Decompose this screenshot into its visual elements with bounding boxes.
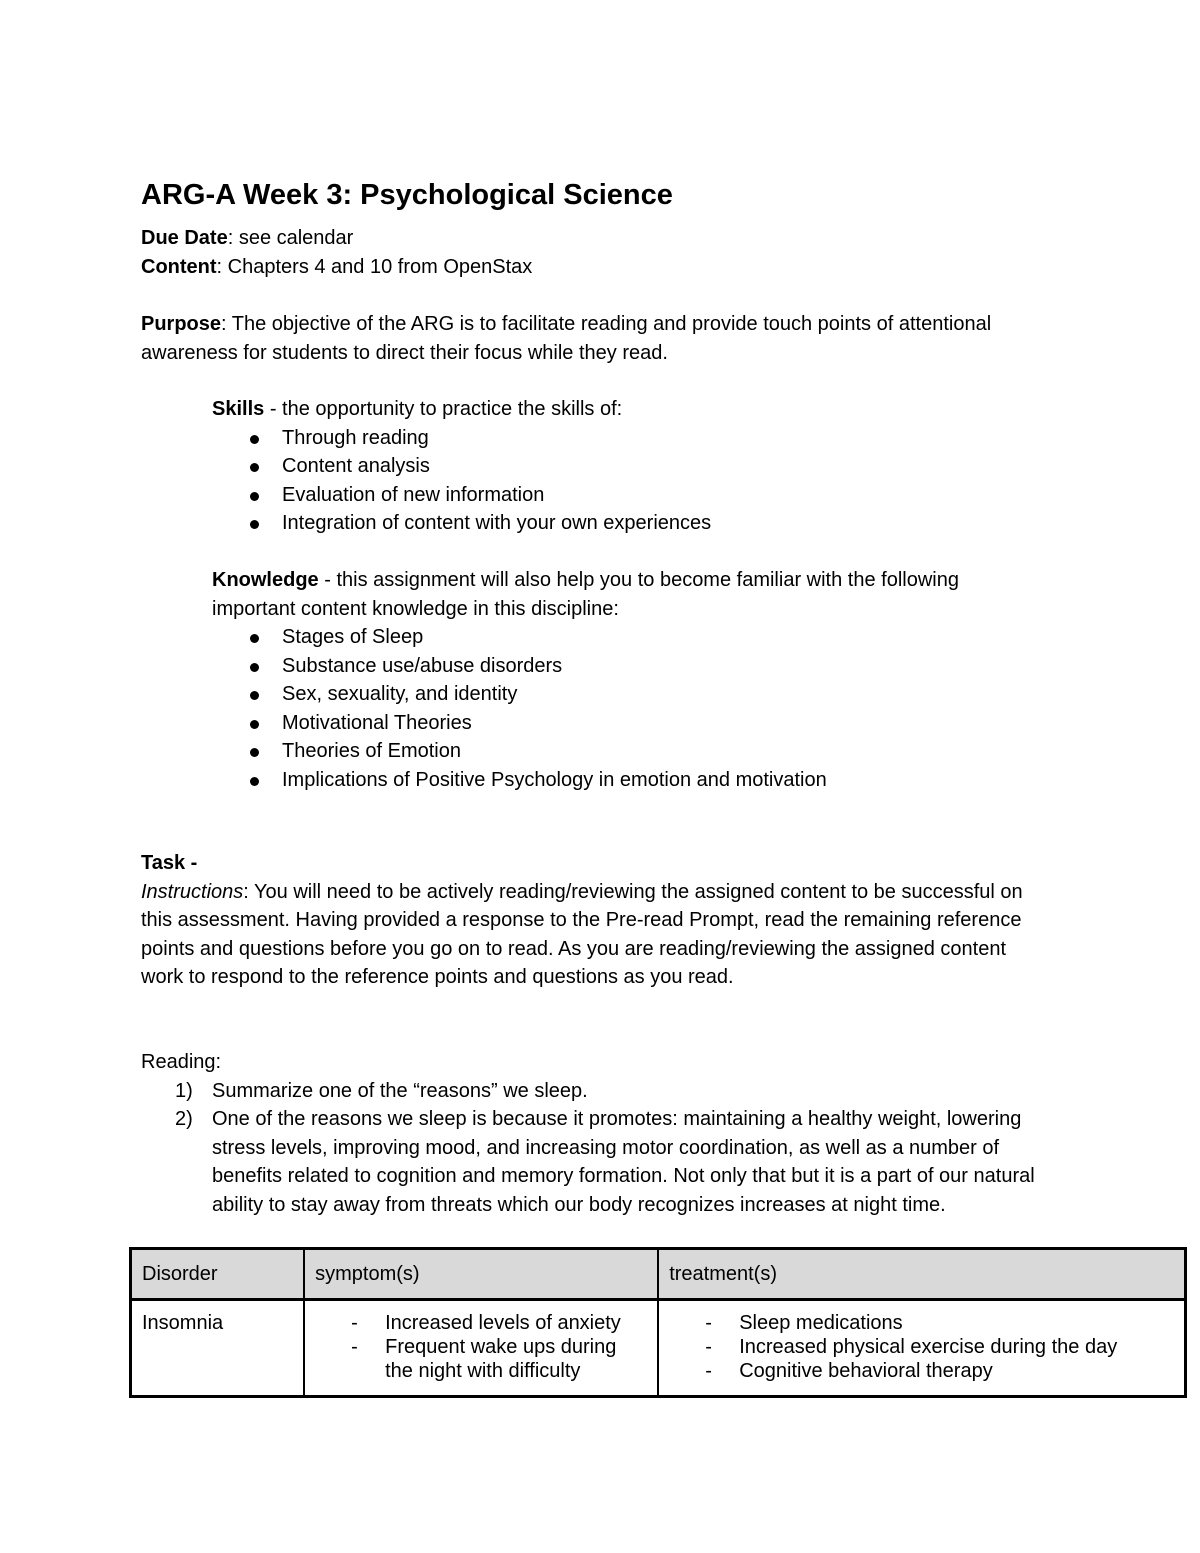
list-item-text: Theories of Emotion bbox=[282, 740, 461, 762]
list-item bbox=[669, 1359, 1174, 1383]
reading-section bbox=[141, 1048, 1061, 1219]
list-item bbox=[212, 680, 1032, 709]
list-item-text: Evaluation of new information bbox=[282, 483, 545, 506]
task-section bbox=[141, 849, 1041, 992]
list-item-text: Content analysis bbox=[282, 455, 430, 477]
list-item-text: Stages of Sleep bbox=[282, 626, 424, 648]
bullet-icon bbox=[250, 720, 259, 729]
bullet-icon bbox=[250, 520, 259, 529]
list-item-text: Cognitive behavioral therapy bbox=[739, 1360, 993, 1382]
document-title: ARG-A Week 3: Psychological Science bbox=[141, 179, 673, 211]
list-item-text: Summarize one of the “reasons” we sleep. bbox=[212, 1079, 588, 1102]
bullet-icon bbox=[250, 435, 259, 444]
list-item-text: Implications of Positive Psychology in emotion and motivation bbox=[282, 768, 827, 791]
knowledge-intro-text: - this assignment will also help you to become familiar with the following important content knowledge in this discipline: bbox=[212, 569, 959, 620]
knowledge-label: Knowledge bbox=[212, 569, 319, 591]
table-header-row bbox=[131, 1249, 1186, 1300]
list-number: 2) bbox=[175, 1108, 193, 1130]
list-item-text: One of the reasons we sleep is because it promotes: maintaining a healthy weight, lowering stress levels, improving mood, and increasing motor coordination, as well as a number of benefits related to cognition and memory formation. Not only that but it is a part of our natural ability to stay away from threats which our body recognizes increases at night time. bbox=[212, 1108, 1035, 1216]
knowledge-intro bbox=[212, 566, 1032, 623]
reading-list bbox=[141, 1077, 1061, 1220]
list-item bbox=[141, 1105, 1061, 1219]
list-item-text: Increased physical exercise during the day bbox=[739, 1336, 1118, 1358]
table-header-cell: symptom(s) bbox=[304, 1249, 658, 1300]
table-header-cell: treatment(s) bbox=[658, 1249, 1185, 1300]
symptoms-cell bbox=[304, 1300, 658, 1397]
meta-block bbox=[141, 224, 1071, 281]
list-item bbox=[212, 737, 1032, 766]
list-item-text: Integration of content with your own experiences bbox=[282, 512, 712, 534]
purpose-label: Purpose bbox=[141, 313, 222, 335]
treatments-cell bbox=[658, 1300, 1185, 1397]
list-item bbox=[315, 1335, 647, 1383]
reading-label: Reading: bbox=[141, 1051, 222, 1073]
list-item-text: Increased levels of anxiety bbox=[385, 1312, 621, 1334]
disorder-table bbox=[129, 1247, 1187, 1398]
list-item bbox=[212, 623, 1032, 652]
skills-label: Skills bbox=[212, 398, 265, 420]
dash-icon: - bbox=[351, 1312, 358, 1334]
content-line bbox=[141, 253, 1071, 282]
list-item-text: Through reading bbox=[282, 426, 429, 449]
table-header-cell: Disorder bbox=[131, 1249, 305, 1300]
bullet-icon bbox=[250, 663, 259, 672]
purpose-block bbox=[141, 310, 1076, 367]
dash-icon: - bbox=[705, 1360, 712, 1382]
task-label: Task - bbox=[141, 852, 198, 874]
list-item bbox=[212, 424, 1092, 453]
task-heading bbox=[141, 849, 1041, 878]
symptoms-list bbox=[315, 1311, 647, 1383]
dash-icon: - bbox=[705, 1312, 712, 1334]
list-item-text: Substance use/abuse disorders bbox=[282, 654, 563, 677]
skills-list bbox=[212, 424, 1092, 538]
list-item-text: Frequent wake ups during the night with difficulty bbox=[385, 1336, 617, 1382]
list-item bbox=[212, 481, 1092, 510]
bullet-icon bbox=[250, 634, 259, 643]
bullet-icon bbox=[250, 777, 259, 786]
dash-icon: - bbox=[351, 1336, 358, 1358]
skills-section bbox=[212, 395, 1092, 538]
table-row bbox=[131, 1300, 1186, 1397]
list-item-text: Motivational Theories bbox=[282, 711, 472, 734]
due-date-label: Due Date bbox=[141, 227, 228, 249]
list-item bbox=[315, 1311, 647, 1335]
purpose-paragraph bbox=[141, 310, 1076, 367]
disorder-cell: Insomnia bbox=[131, 1300, 305, 1397]
bullet-icon bbox=[250, 691, 259, 700]
list-item bbox=[212, 452, 1092, 481]
instructions-paragraph bbox=[141, 878, 1041, 992]
instructions-label: Instructions bbox=[141, 880, 244, 903]
bullet-icon bbox=[250, 748, 259, 757]
list-item-text: Sex, sexuality, and identity bbox=[282, 683, 518, 705]
list-item bbox=[212, 509, 1092, 538]
due-date-line bbox=[141, 224, 1071, 253]
instructions-text: : You will need to be actively reading/reviewing the assigned content to be successful on this assessment. Having provided a response to the Pre-read Prompt, read the remaining reference points and questions before you go on to read. As you are reading/reviewing the assigned content work to respond to the reference points and questions as you read. bbox=[141, 880, 1023, 988]
content-value: : Chapters 4 and 10 from OpenStax bbox=[216, 255, 533, 278]
skills-intro-text: - the opportunity to practice the skills of: bbox=[264, 398, 623, 420]
treatments-list bbox=[669, 1311, 1174, 1383]
dash-icon: - bbox=[705, 1336, 712, 1358]
list-item bbox=[669, 1311, 1174, 1335]
list-item bbox=[141, 1077, 1061, 1106]
bullet-icon bbox=[250, 492, 259, 501]
knowledge-list bbox=[212, 623, 1032, 794]
purpose-text: : The objective of the ARG is to facilitate reading and provide touch points of attentional awareness for students to direct their focus while they read. bbox=[141, 313, 992, 364]
due-date-value: : see calendar bbox=[227, 227, 354, 249]
content-label: Content bbox=[141, 255, 217, 278]
list-item bbox=[212, 652, 1032, 681]
list-item bbox=[669, 1335, 1174, 1359]
skills-intro bbox=[212, 395, 1092, 424]
knowledge-section bbox=[212, 566, 1032, 794]
bullet-icon bbox=[250, 463, 259, 472]
list-item-text: Sleep medications bbox=[739, 1312, 903, 1334]
list-item bbox=[212, 766, 1032, 795]
list-item bbox=[212, 709, 1032, 738]
list-number: 1) bbox=[175, 1079, 193, 1102]
